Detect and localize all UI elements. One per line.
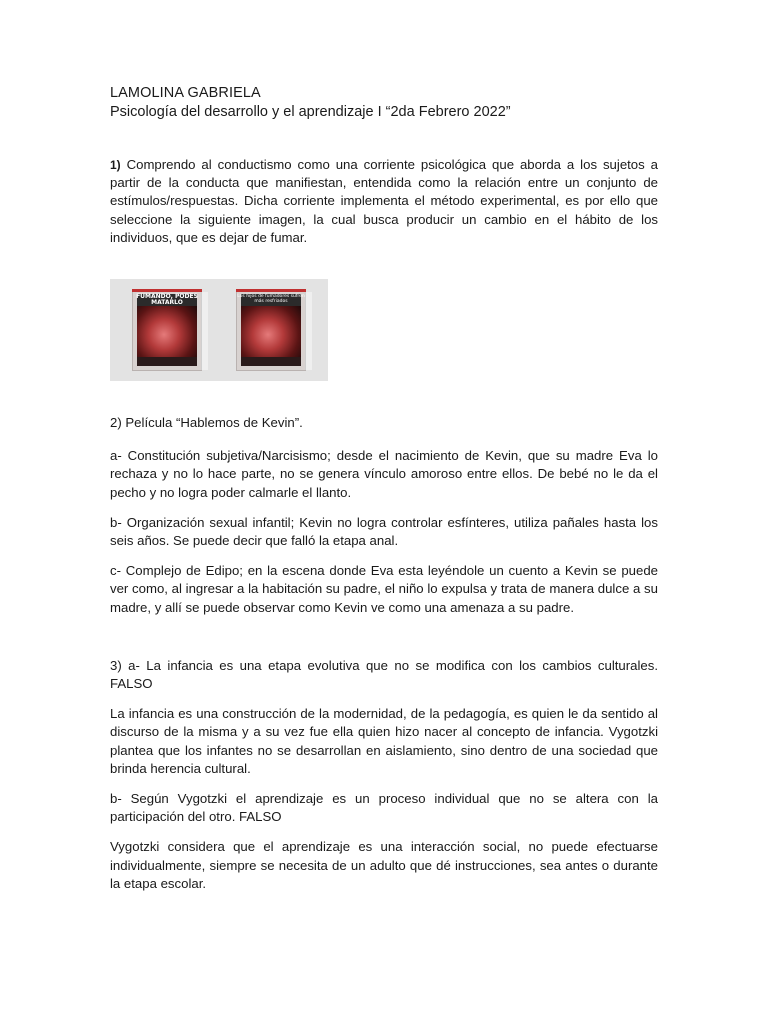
- course-title: Psicología del desarrollo y el aprendizaje I “2da Febrero 2022”: [110, 104, 511, 120]
- question-2-c: c- Complejo de Edipo; en la escena donde Eva esta leyéndole un cuento a Kevin se puede ver como, al ingresar a la habitación su padre, el niño lo expulsa y trata de manera dulce a su madre, y allí se puede observar como Kevin ve como una amenaza a su padre.: [110, 563, 658, 615]
- question-3-b-answer: Vygotzki considera que el aprendizaje es una interacción social, no puede efectuarse individualmente, siempre se necesita de un adulto que dé instrucciones, sea antes o durante la etapa escolar.: [110, 839, 658, 891]
- question-2-a: a- Constitución subjetiva/Narcisismo; desde el nacimiento de Kevin, que su madre Eva lo rechaza y no lo hace parte, no se genera vínculo amoroso entre ellos. De bebé no le da el pecho y no logra poder calmarle el llanto.: [110, 448, 658, 500]
- question-3-a-statement: 3) a- La infancia es una etapa evolutiva que no se modifica con los cambios culturales. FALSO: [110, 657, 658, 692]
- document-page: [110, 84, 658, 893]
- cigarette-pack-1: [132, 289, 202, 371]
- question-1-number: 1): [110, 158, 121, 172]
- question-2-b: b- Organización sexual infantil; Kevin no logra controlar esfínteres, utiliza pañales hasta los seis años. Se puede decir que falló la etapa anal.: [110, 514, 658, 549]
- cigarette-packs-image: [110, 279, 328, 381]
- question-3-a-answer: La infancia es una construcción de la modernidad, de la pedagogía, es quien le da sentido al discurso de la misma y a su vez fue ella quien hizo nacer al concepto de infancia. Vygotzki plantea que los infantes no se desarrollan en aislamiento, sino dentro de una sociedad que brinda herencia cultural.: [110, 706, 658, 776]
- author-name: LAMOLINA GABRIELA: [110, 85, 261, 101]
- question-1: [110, 156, 658, 247]
- pack-1-warning-text: FUMANDO, PODES MATARLO: [136, 293, 198, 307]
- cigarette-pack-2: [236, 289, 306, 371]
- question-1-text: Comprendo al conductismo como una corriente psicológica que aborda a los sujetos a partir de la conducta que manifiestan, entendida como la relación entre un conjunto de estímulos/respuestas. Dicha corriente implementa el método experimental, es por ello que seleccione la siguiente imagen, la cual busca producir un cambio en el hábito de los individuos, que es dejar de fumar.: [110, 157, 658, 245]
- pack-2-warning-text: Los hijos de fumadores sufren más resfriados: [237, 294, 305, 305]
- question-3-b-statement: b- Según Vygotzki el aprendizaje es un proceso individual que no se altera con la participación del otro. FALSO: [110, 791, 658, 825]
- question-2-title: 2) Película “Hablemos de Kevin”.: [110, 415, 303, 431]
